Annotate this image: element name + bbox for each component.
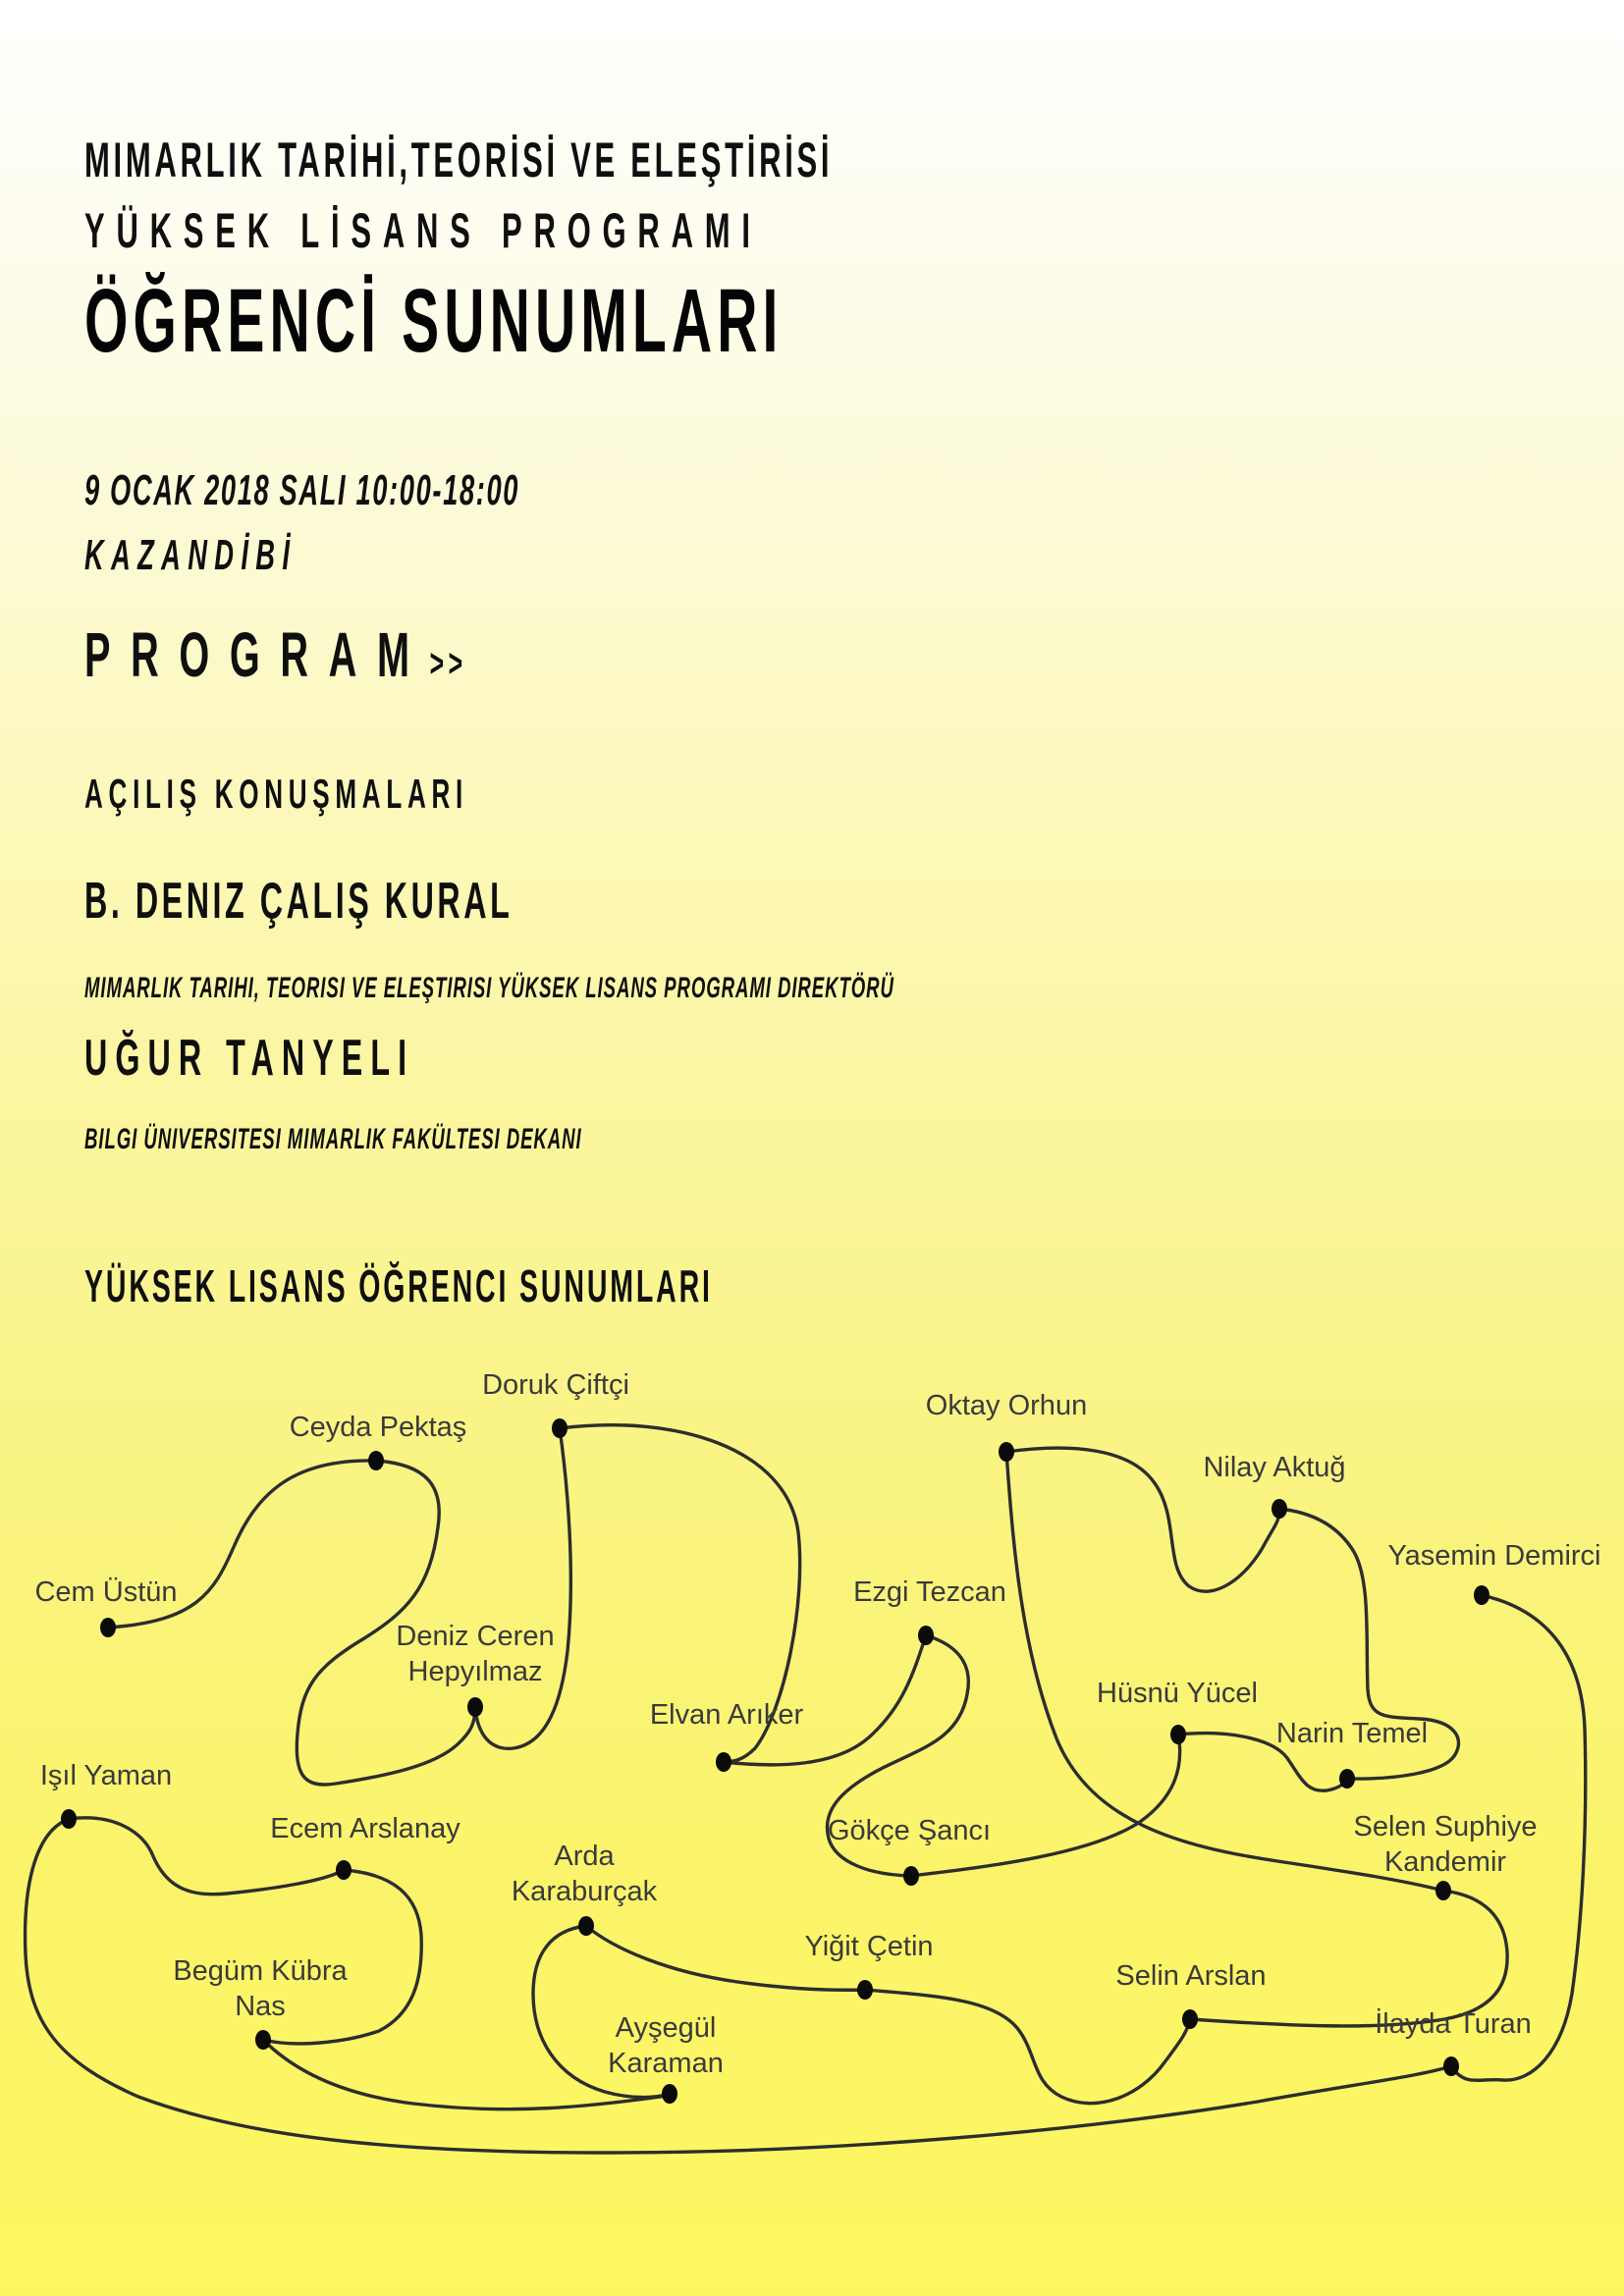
student-name-label-begum: Begüm Kübra bbox=[173, 1955, 348, 1987]
student-network-svg bbox=[0, 1355, 1624, 2296]
connection-curve-yigit-selin bbox=[865, 1990, 1190, 2104]
connection-curve-doruk-deniz bbox=[475, 1428, 570, 1748]
student-name-label-nilay: Nilay Aktuğ bbox=[1203, 1452, 1346, 1483]
connection-curve-selen-selin bbox=[1190, 1891, 1507, 2026]
student-name-label-deniz: Deniz Ceren bbox=[396, 1621, 555, 1652]
student-node-dot-isil bbox=[61, 1809, 77, 1829]
student-name-label-yigit: Yiğit Çetin bbox=[804, 1931, 934, 1962]
student-name-label-ecem: Ecem Arslanay bbox=[270, 1813, 460, 1844]
student-name-label-aysegul: Karaman bbox=[608, 2048, 724, 2079]
program-heading bbox=[84, 619, 467, 690]
student-node-dot-selen bbox=[1435, 1881, 1451, 1900]
student-name-label-doruk: Doruk Çiftçi bbox=[482, 1369, 629, 1401]
student-name-label-ezgi: Ezgi Tezcan bbox=[853, 1576, 1006, 1608]
student-node-dot-deniz bbox=[467, 1697, 483, 1717]
student-node-dot-yigit bbox=[857, 1980, 873, 2000]
student-node-dot-begum bbox=[255, 2030, 271, 2050]
student-node-dot-ezgi bbox=[918, 1626, 934, 1645]
program-header-line2: YÜKSEK LİSANS PROGRAMI bbox=[84, 203, 762, 258]
student-network-diagram bbox=[0, 1355, 1624, 2296]
student-name-label-selen: Kandemir bbox=[1383, 1846, 1507, 1878]
page-title: ÖĞRENCİ SUNUMLARI bbox=[84, 271, 784, 371]
student-node-dot-cem bbox=[100, 1618, 116, 1637]
student-name-label-narin: Narin Temel bbox=[1275, 1718, 1429, 1749]
student-node-dot-elvan bbox=[716, 1752, 731, 1772]
student-name-label-oktay: Oktay Orhun bbox=[925, 1390, 1088, 1421]
student-node-dot-narin bbox=[1339, 1769, 1355, 1789]
student-name-label-isil: Işıl Yaman bbox=[39, 1760, 173, 1791]
student-node-dot-nilay bbox=[1272, 1499, 1287, 1519]
speaker-title-1: MIMARLIK TARIHI, TEORISI VE ELEŞTIRISI YÜKSEK LISANS PROGRAMI DIREKTÖRÜ bbox=[84, 972, 894, 1004]
student-name-label-ilayda: İlayda Turan bbox=[1375, 2008, 1532, 2040]
student-node-dot-selin bbox=[1182, 2009, 1198, 2029]
connection-curve-husnu-gokce bbox=[911, 1735, 1180, 1876]
student-name-label-deniz: Hepyılmaz bbox=[407, 1656, 543, 1687]
student-name-label-gokce: Gökçe Şancı bbox=[827, 1815, 992, 1846]
event-datetime: 9 OCAK 2018 SALI 10:00-18:00 bbox=[84, 466, 520, 514]
speaker-title-2: BILGI ÜNIVERSITESI MIMARLIK FAKÜLTESI DEKANI bbox=[84, 1123, 582, 1155]
student-node-dot-ilayda bbox=[1443, 2056, 1459, 2076]
student-name-label-arda: Karaburçak bbox=[511, 1876, 658, 1907]
student-name-label-cem: Cem Üstün bbox=[34, 1576, 178, 1608]
student-node-dot-yasemin bbox=[1474, 1585, 1489, 1605]
student-node-dot-doruk bbox=[552, 1418, 568, 1438]
student-node-dot-oktay bbox=[999, 1442, 1014, 1462]
student-presentations-heading: YÜKSEK LISANS ÖĞRENCI SUNUMLARI bbox=[84, 1260, 713, 1311]
student-name-label-aysegul: Ayşegül bbox=[615, 2012, 717, 2044]
chevrons-right-icon: >> bbox=[429, 642, 467, 685]
program-header-line1: MIMARLIK TARİHİ,TEORİSİ VE ELEŞTİRİSİ bbox=[84, 133, 834, 187]
student-name-label-selen: Selen Suphiye bbox=[1353, 1811, 1538, 1842]
speaker-name-1: B. DENIZ ÇALIŞ KURAL bbox=[84, 873, 514, 930]
event-venue: KAZANDİBİ bbox=[84, 531, 298, 579]
student-node-dot-ceyda bbox=[368, 1451, 384, 1470]
student-node-dot-ecem bbox=[336, 1860, 352, 1880]
student-node-dot-gokce bbox=[903, 1866, 919, 1886]
student-name-label-yasemin: Yasemin Demirci bbox=[1387, 1540, 1601, 1572]
student-node-dot-arda bbox=[578, 1916, 594, 1936]
student-name-label-arda: Arda bbox=[554, 1841, 615, 1872]
student-name-label-begum: Nas bbox=[235, 1991, 286, 2022]
student-name-label-husnu: Hüsnü Yücel bbox=[1097, 1678, 1258, 1709]
student-node-dot-aysegul bbox=[662, 2084, 677, 2104]
speaker-name-2: UĞUR TANYELI bbox=[84, 1030, 415, 1087]
opening-speeches-heading: AÇILIŞ KONUŞMALARI bbox=[84, 771, 468, 817]
student-name-label-ceyda: Ceyda Pektaş bbox=[289, 1412, 467, 1443]
student-name-label-selin: Selin Arslan bbox=[1115, 1960, 1267, 1992]
program-label: PROGRAM bbox=[84, 619, 430, 690]
student-node-dot-husnu bbox=[1170, 1725, 1186, 1744]
student-name-label-elvan: Elvan Arıker bbox=[649, 1699, 804, 1731]
